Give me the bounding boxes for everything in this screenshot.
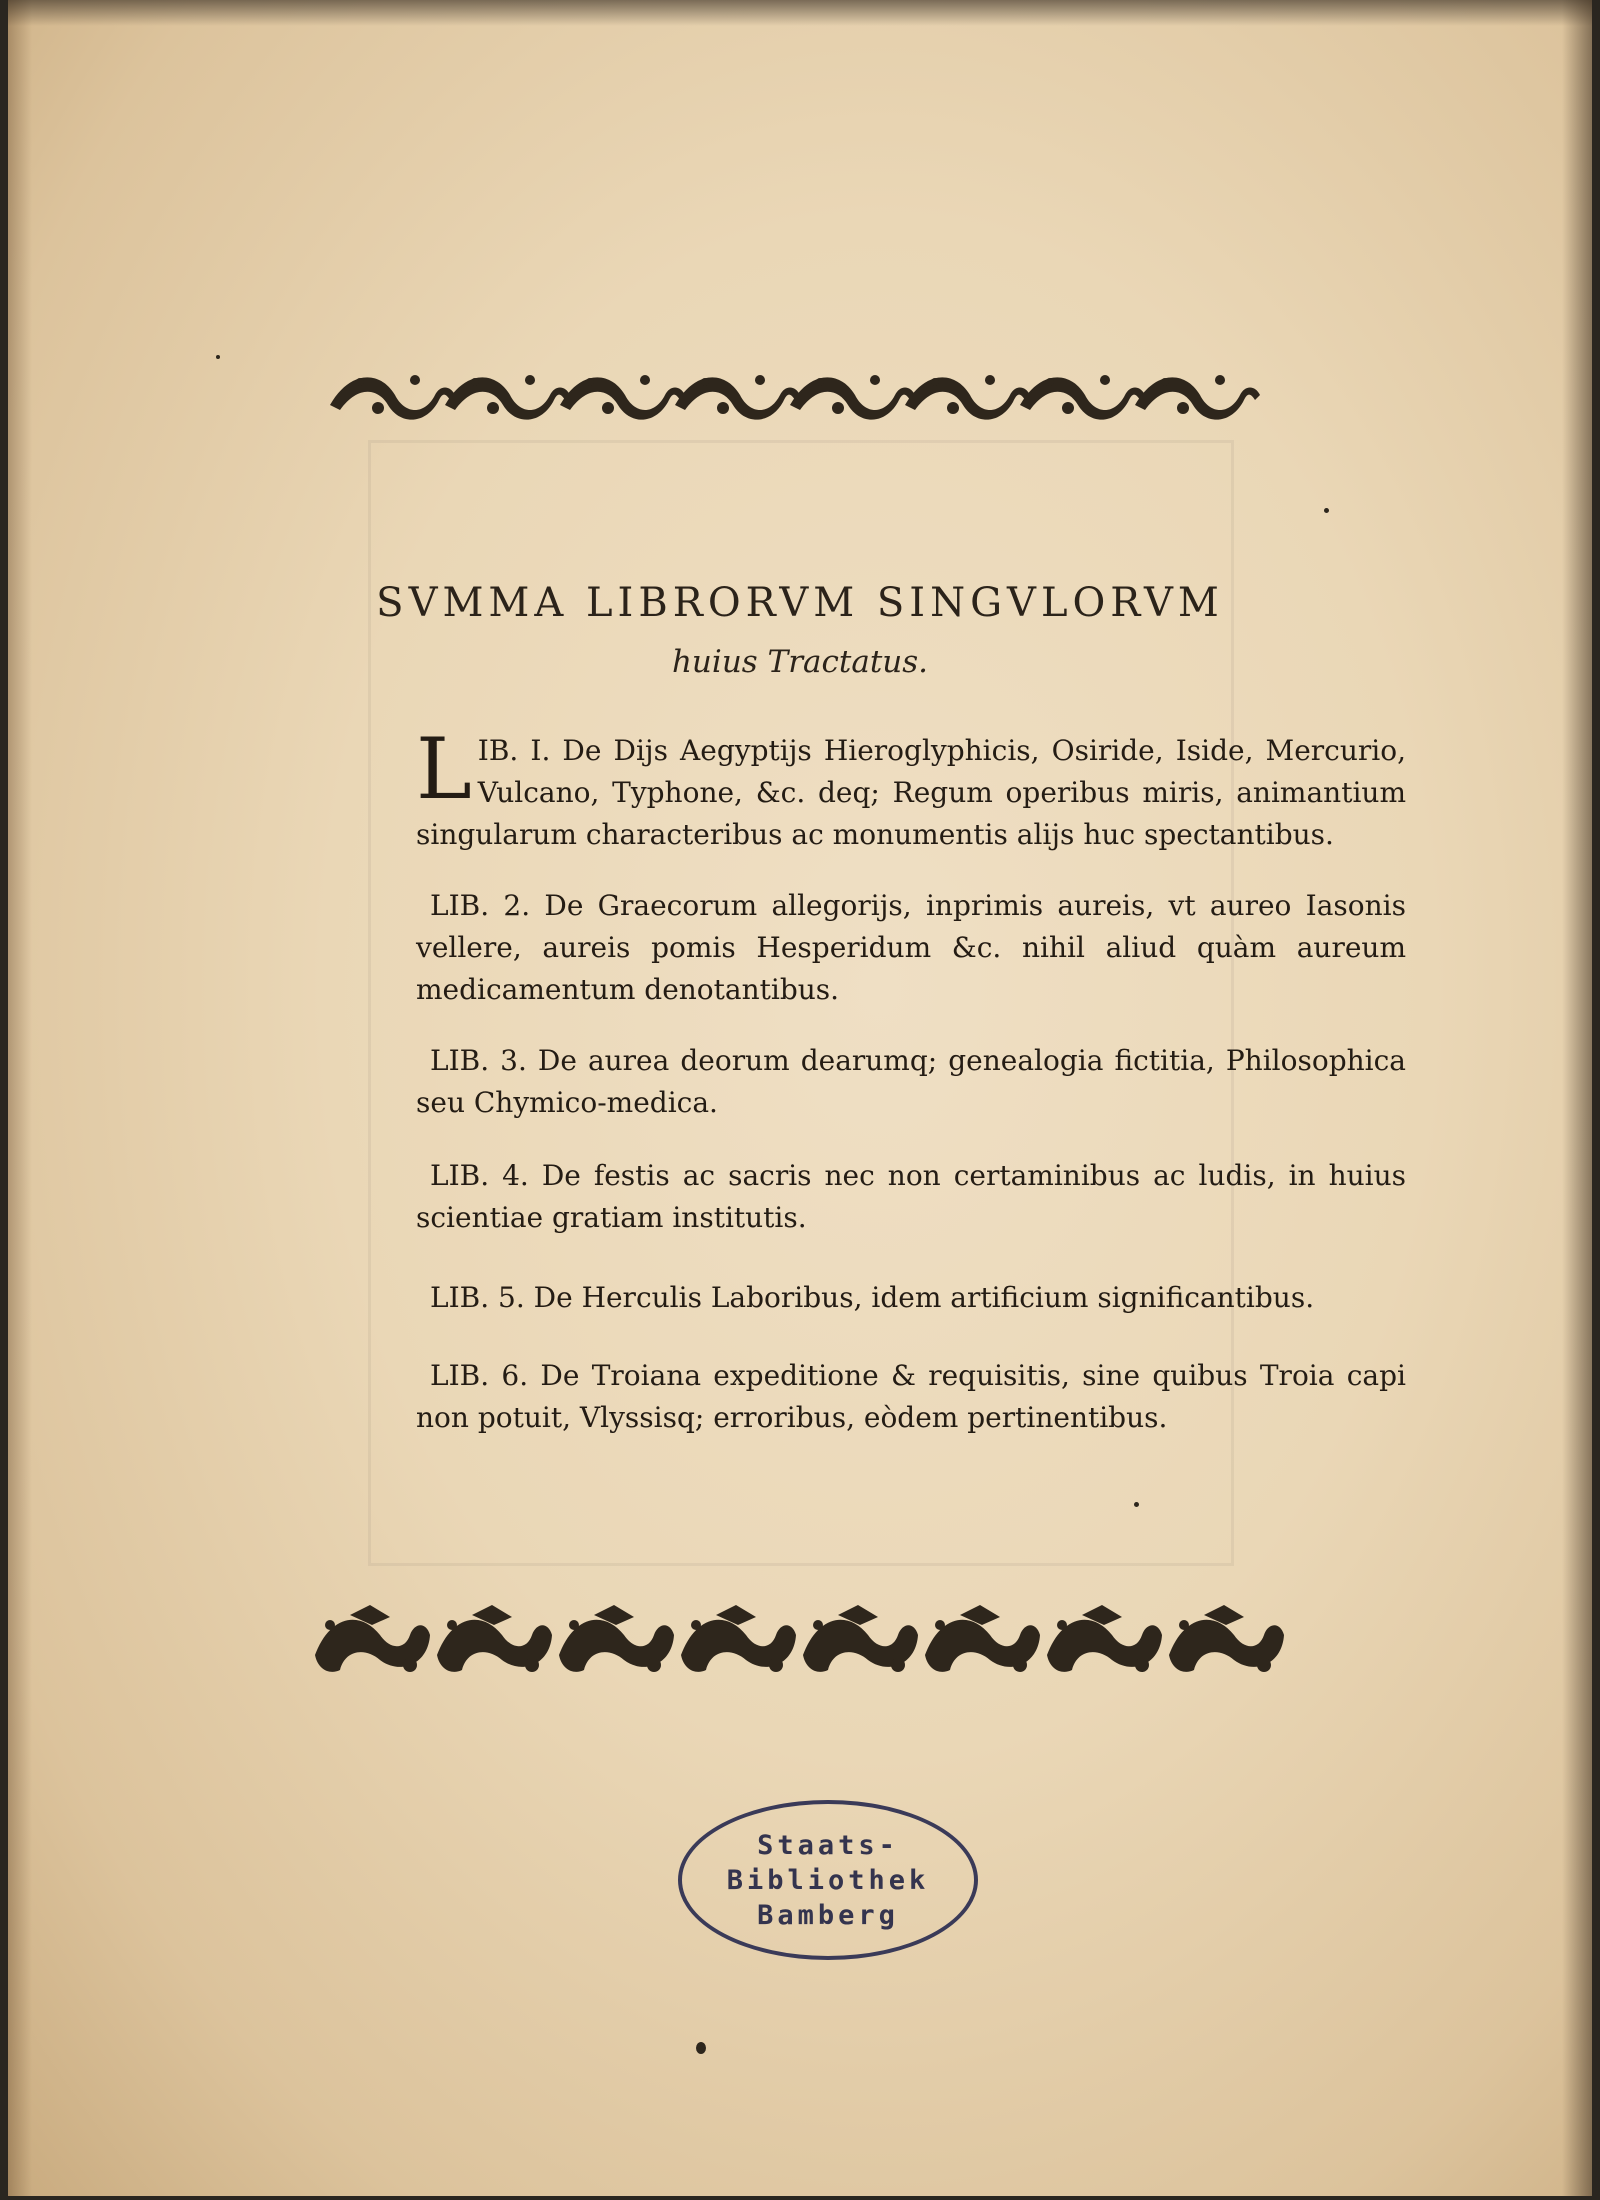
stamp-line: Bamberg <box>757 1900 899 1931</box>
drop-cap-letter: L <box>416 720 472 818</box>
ink-spot <box>216 355 220 359</box>
library-stamp <box>678 1800 978 1960</box>
page-title: SVMMA LIBRORVM SINGVLORVM <box>376 580 1224 626</box>
book-page <box>8 0 1592 2196</box>
stamp-line: Bibliothek <box>726 1865 930 1896</box>
bottom-ornament-svg <box>310 1595 1290 1685</box>
entry-lib-5 <box>416 1277 1406 1319</box>
entry-lib-6 <box>416 1355 1406 1439</box>
entry-text: LIB. 4. De festis ac sacris nec non certaminibus ac ludis, in huius scientiae gratiam institutis. <box>416 1159 1406 1234</box>
entry-text: LIB. 6. De Troiana expeditione & requisitis, sine quibus Troia capi non potuit, Vlyssisq; erroribus, eòdem pertinentibus. <box>416 1359 1406 1434</box>
entry-text: LIB. 5. De Herculis Laboribus, idem artificium significantibus. <box>430 1281 1315 1314</box>
page-top-shadow <box>8 0 1592 26</box>
top-ornament-svg <box>320 360 1280 430</box>
page-subtitle: huius Tractatus. <box>671 644 929 680</box>
entry-text: LIB. 3. De aurea deorum dearumq; genealogia fictitia, Philosophica seu Chymico-medica. <box>416 1044 1406 1119</box>
stamp-line: Staats- <box>757 1830 899 1861</box>
bottom-ornament-band <box>8 1595 1592 1685</box>
entry-text: LIB. 2. De Graecorum allegorijs, inprimis aureis, vt aureo Iasonis vellere, aureis pomis Hesperidum &c. nihil aliud quàm aureum medicamentum denotantibus. <box>416 889 1406 1006</box>
entry-lib-3 <box>416 1040 1406 1124</box>
entry-lib-2 <box>416 885 1406 1011</box>
entry-text: IB. I. De Dijs Aegyptijs Hieroglyphicis, Osiride, Iside, Mercurio, Vulcano, Typhone, &c. deq; Regum operibus miris, animantium singularum characteribus ac monumentis alijs huc spectantibus. <box>416 734 1406 851</box>
ink-spot <box>1134 1502 1139 1507</box>
ink-spot <box>696 2042 706 2054</box>
entry-lib-1 <box>416 720 1406 856</box>
top-ornament-band <box>8 360 1592 430</box>
ink-spot <box>1324 508 1329 513</box>
entry-lib-4 <box>416 1155 1406 1239</box>
